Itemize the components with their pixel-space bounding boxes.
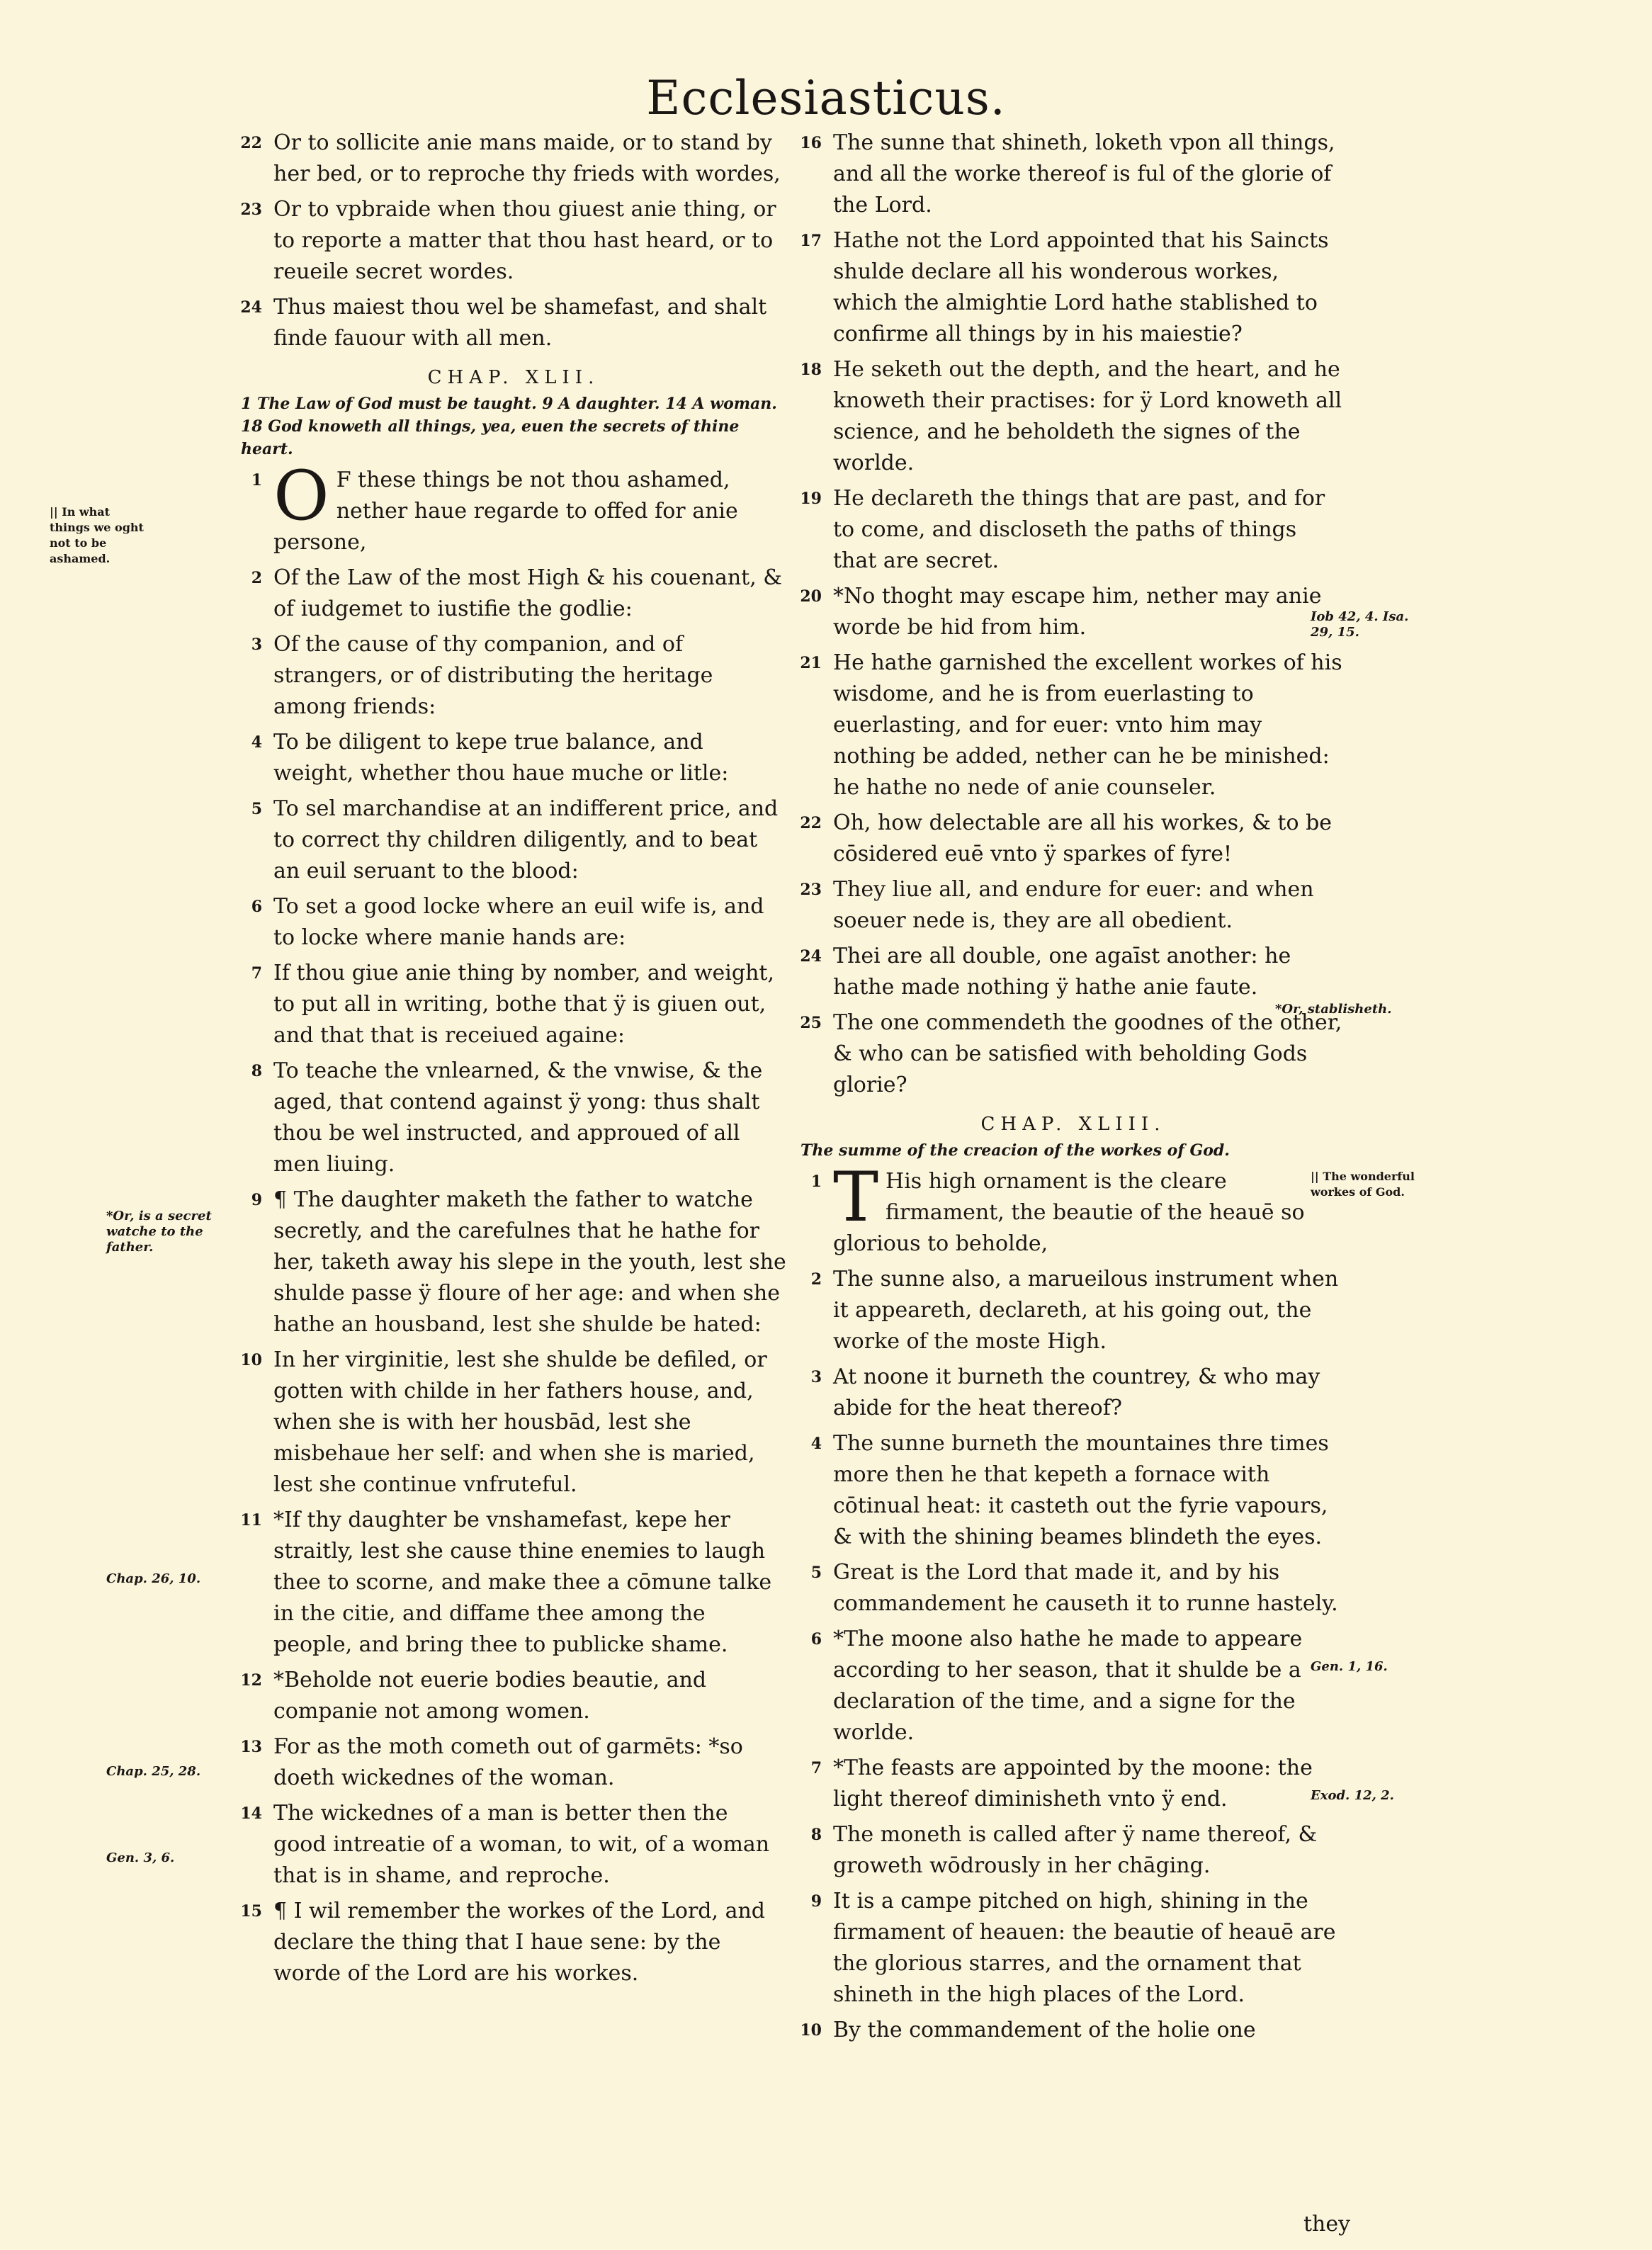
verse	[241, 1185, 786, 1340]
verse	[800, 1428, 1346, 1553]
verse-text: Or to sollicite anie mans maide, or to stand by her bed, or to reproche thy frieds with wordes,	[273, 130, 781, 186]
verse	[800, 1158, 1346, 1260]
verse-number: 17	[800, 232, 822, 250]
verse-number: 2	[810, 1270, 822, 1289]
verse-number: 24	[240, 298, 262, 317]
chapter-heading: CHAP. XLIII.	[980, 1114, 1166, 1135]
verse-number: 5	[810, 1564, 822, 1582]
verse-text: He seketh out the depth, and the heart, and he knoweth their practises: for ÿ Lord knoweth all science, and he beholdeth the signes of the worlde.	[833, 357, 1342, 475]
verse-number: 21	[800, 654, 822, 672]
verse-number: 2	[251, 569, 262, 587]
verse	[241, 456, 786, 558]
verse-text: Oh, how delectable are all his workes, & to be cōsidered euē vnto ÿ sparkes of fyre!	[833, 810, 1333, 866]
margin-note: Exod. 12, 2.	[1311, 1788, 1394, 1803]
verse-number: 1	[810, 1172, 822, 1191]
verse-number: 19	[800, 490, 822, 508]
verse-number: 7	[810, 1759, 822, 1777]
verse	[800, 354, 1346, 479]
right-column	[800, 128, 1346, 2050]
margin-note: Gen. 3, 6.	[106, 1850, 175, 1865]
verse-text: Great is the Lord that made it, and by his commandement he causeth it to runne hastely.	[833, 1560, 1338, 1616]
verse	[800, 483, 1346, 577]
verse-text: The moneth is called after ÿ name thereof, & groweth wōdrously in her chāging.	[833, 1822, 1318, 1878]
verse-number: 22	[800, 814, 822, 832]
verse-text: If thou giue anie thing by nomber, and weight, to put all in writing, bothe that ÿ is giuen out, and that that is receiued againe:	[273, 961, 775, 1048]
verse	[800, 808, 1346, 870]
margin-note: *Or, stablisheth.	[1275, 1002, 1392, 1017]
verse-number: 14	[240, 1804, 262, 1823]
verse	[241, 958, 786, 1051]
verse	[800, 2015, 1346, 2046]
verse-text: To sel marchandise at an indifferent price, and to correct thy children diligently, and to beat an euil seruant to the blood:	[273, 796, 779, 883]
verse	[800, 874, 1346, 937]
verse-number: 8	[810, 1826, 822, 1844]
verse-text: Of the cause of thy companion, and of strangers, or of distributing the heritage among friends:	[273, 632, 713, 719]
drop-cap: T	[833, 1158, 879, 1237]
margin-note: Iob 42, 4. Isa. 29, 15.	[1311, 609, 1409, 640]
verse-number: 13	[240, 1738, 262, 1756]
catchword: they	[1303, 2212, 1351, 2237]
chapter-heading: CHAP. XLII.	[427, 367, 600, 388]
verse-text: *The moone also hathe he made to appeare according to her season, that it shulde be a declaration of the time, and a signe for the worlde.	[833, 1627, 1303, 1745]
verse-number: 10	[800, 2021, 822, 2040]
verse-text: *Beholde not euerie bodies beautie, and companie not among women.	[273, 1668, 707, 1724]
verse	[800, 225, 1346, 350]
verse-number: 9	[810, 1892, 822, 1911]
verse-number: 3	[251, 635, 262, 654]
verse	[241, 1731, 786, 1794]
verse-number: 24	[800, 947, 822, 966]
verse	[800, 128, 1346, 221]
verse-number: 3	[810, 1368, 822, 1386]
verse	[241, 1345, 786, 1500]
verse	[241, 562, 786, 625]
verse	[800, 1264, 1346, 1357]
verse-number: 4	[251, 733, 262, 752]
margin-note: Gen. 1, 16.	[1311, 1659, 1388, 1674]
verse-text: F these things be not thou ashamed, nether haue regarde to offed for anie persone,	[273, 468, 738, 555]
chapter-summary: The summe of the creacion of the workes of God.	[800, 1141, 1230, 1160]
margin-note: || The wonderful workes of God.	[1311, 1170, 1415, 1199]
verse-number: 15	[240, 1902, 262, 1921]
verse-text: The wickednes of a man is better then the good intreatie of a woman, to wit, of a woman that is in shame, and reproche.	[273, 1801, 770, 1888]
verse-text: At noone it burneth the countrey, & who may abide for the heat thereof?	[833, 1364, 1320, 1420]
verse-text: For as the moth cometh out of garmēts: *so doeth wickednes of the woman.	[273, 1734, 743, 1790]
verse-number: 22	[240, 134, 262, 152]
verse-text: ¶ I wil remember the workes of the Lord, and declare the thing that I haue sene: by the worde of the Lord are his workes.	[273, 1899, 765, 1986]
verse-text: His high ornament is the cleare firmament, the beautie of the heauē so glorious to beholde,	[833, 1169, 1305, 1256]
margin-note: *Or, is a secret watche to the father.	[106, 1209, 212, 1255]
verse	[800, 1753, 1346, 1815]
verse-text: To set a good locke where an euil wife is, and to locke where manie hands are:	[273, 894, 764, 950]
verse-text: *If thy daughter be vnshamefast, kepe her straitly, lest she cause thine enemies to laugh thee to scorne, and make thee a cōmune talke in the citie, and diffame thee among the people, and bring thee to publicke shame.	[273, 1508, 772, 1657]
verse	[800, 1819, 1346, 1882]
verse-text: They liue all, and endure for euer: and when soeuer nede is, they are all obedient.	[833, 877, 1314, 933]
verse	[241, 128, 786, 190]
verse-text: *No thoght may escape him, nether may anie worde be hid from him.	[833, 584, 1322, 640]
verse-number: 11	[240, 1511, 262, 1530]
verse	[241, 891, 786, 954]
verse-text: Or to vpbraide when thou giuest anie thing, or to reporte a matter that thou hast heard, or to reueile secret wordes.	[273, 197, 776, 284]
verse-text: In her virginitie, lest she shulde be defiled, or gotten with childe in her fathers house, and, when she is with her housbād, lest she misbehaue her self: and when she is maried, lest she continue vnfruteful.	[273, 1347, 767, 1497]
verse	[800, 581, 1346, 643]
verse-text: The sunne that shineth, loketh vpon all things, and all the worke thereof is ful of the glorie of the Lord.	[833, 130, 1335, 217]
verse	[241, 1056, 786, 1180]
verse-number: 1	[251, 471, 262, 490]
verse-text: The one commendeth the goodnes of the other, & who can be satisfied with beholding Gods glorie?	[833, 1010, 1342, 1097]
chapter-summary: 1 The Law of God must be taught. 9 A daughter. 14 A woman. 18 God knoweth all things, yea, euen the secrets of thine heart.	[241, 395, 777, 458]
verse-text: Hathe not the Lord appointed that his Saincts shulde declare all his wonderous workes, which the almightie Lord hathe stablished to confirme all things by in his maiestie?	[833, 228, 1329, 346]
margin-note: Chap. 26, 10.	[106, 1571, 201, 1586]
verse-text: Of the Law of the most High & his couenant, & of iudgemet to iustifie the godlie:	[273, 565, 782, 621]
verse-number: 12	[240, 1671, 262, 1690]
verse-number: 23	[800, 881, 822, 899]
verse	[800, 1362, 1346, 1424]
verse-text: Thus maiest thou wel be shamefast, and shalt finde fauour with all men.	[273, 295, 767, 351]
verse-text: By the commandement of the holie one	[833, 2018, 1256, 2042]
verse-text: He declareth the things that are past, and for to come, and discloseth the paths of things that are secret.	[833, 486, 1325, 573]
page-title: Ecclesiasticus.	[646, 71, 1006, 125]
verse-text: He hathe garnished the excellent workes of his wisdome, and he is from euerlasting to euerlasting, and for euer: vnto him may nothing be added, nether can he be minished: he hathe no nede of anie counseler.	[833, 650, 1342, 800]
verse	[800, 1624, 1346, 1748]
verse	[241, 1798, 786, 1892]
left-column	[241, 128, 786, 1994]
verse-number: 23	[240, 200, 262, 219]
verse-number: 10	[240, 1351, 262, 1369]
verse	[800, 1557, 1346, 1619]
verse-text: The sunne burneth the mountaines thre times more then he that kepeth a fornace with cōtinual heat: it casteth out the fyrie vapours, & with the shining beames blindeth the eyes.	[833, 1431, 1329, 1549]
verse	[241, 629, 786, 723]
verse	[241, 292, 786, 354]
verse-text: To be diligent to kepe true balance, and weight, whether thou haue muche or litle:	[273, 730, 729, 786]
verse-number: 8	[251, 1062, 262, 1080]
verse	[241, 1505, 786, 1661]
verse-number: 6	[810, 1630, 822, 1649]
verse	[241, 727, 786, 789]
verse-number: 5	[251, 800, 262, 818]
verse-text: The sunne also, a marueilous instrument when it appeareth, declareth, at his going out, the worke of the moste High.	[833, 1267, 1339, 1354]
verse-number: 9	[251, 1191, 262, 1209]
verse	[800, 648, 1346, 803]
verse	[800, 1886, 1346, 2011]
verse	[241, 1665, 786, 1727]
verse-text: *The feasts are appointed by the moone: the light thereof diminisheth vnto ÿ end.	[833, 1756, 1313, 1811]
verse-text: It is a campe pitched on high, shining in the firmament of heauen: the beautie of heauē are the glorious starres, and the ornament that shineth in the high places of the Lord.	[833, 1889, 1336, 2007]
verse-number: 4	[810, 1435, 822, 1453]
verse	[241, 1896, 786, 1989]
verse	[241, 194, 786, 288]
verse-number: 18	[800, 361, 822, 379]
verse-text: To teache the vnlearned, & the vnwise, & the aged, that contend against ÿ yong: thus shalt thou be wel instructed, and approued of all men liuing.	[273, 1058, 763, 1177]
verse-number: 7	[251, 964, 262, 983]
drop-cap: O	[273, 456, 329, 536]
verse-number: 6	[251, 898, 262, 916]
verse	[241, 793, 786, 887]
verse-text: Thei are all double, one agaīst another: he hathe made nothing ÿ hathe anie faute.	[833, 944, 1291, 1000]
verse-text: ¶ The daughter maketh the father to watche secretly, and the carefulnes that he hathe for her, taketh away his slepe in the youth, lest she shulde passe ÿ floure of her age: and when she hathe an housband, lest she shulde be hated:	[273, 1187, 786, 1337]
margin-note: || In what things we oght not to be ashamed.	[50, 505, 144, 565]
verse	[800, 941, 1346, 1003]
verse-number: 16	[800, 134, 822, 152]
verse-number: 20	[800, 587, 822, 606]
verse	[800, 1007, 1346, 1101]
verse-number: 25	[800, 1014, 822, 1032]
margin-note: Chap. 25, 28.	[106, 1764, 201, 1779]
